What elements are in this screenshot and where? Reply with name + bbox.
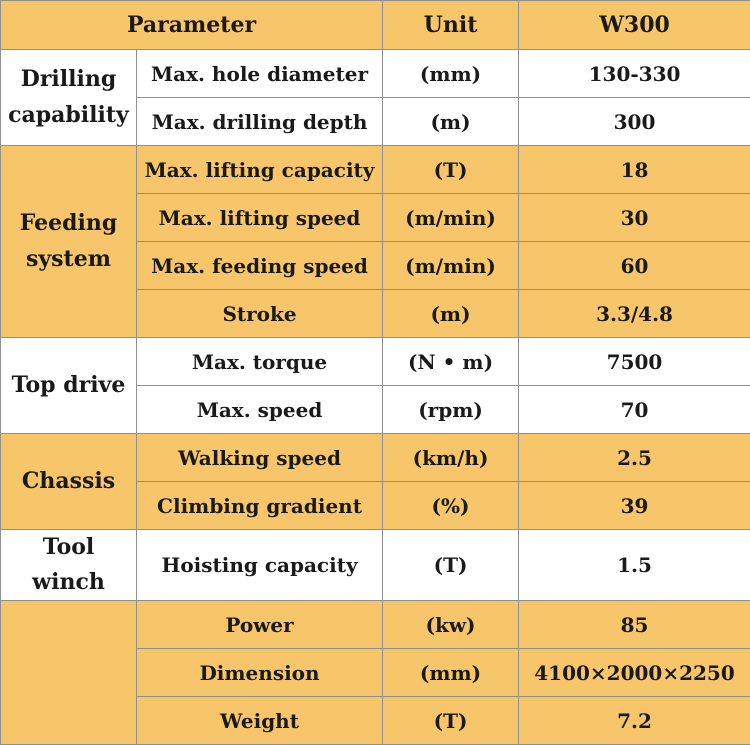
value-cell: 2.5 (519, 434, 750, 482)
value-cell: 3.3/4.8 (519, 290, 750, 338)
header-parameter: Parameter (1, 1, 383, 50)
param-cell: Max. lifting capacity (137, 146, 383, 194)
param-cell: Max. feeding speed (137, 242, 383, 290)
param-cell: Max. drilling depth (137, 98, 383, 146)
value-cell: 18 (519, 146, 750, 194)
group-label: Drilling capability (8, 66, 129, 127)
unit-cell: (N • m) (383, 338, 519, 386)
param-cell: Weight (137, 697, 383, 745)
unit-cell: (mm) (383, 649, 519, 697)
param-cell: Power (137, 601, 383, 649)
unit-cell: (kw) (383, 601, 519, 649)
group-label: Feeding system (20, 210, 118, 271)
value-cell: 60 (519, 242, 750, 290)
group-other (1, 601, 137, 745)
unit-cell: (mm) (383, 50, 519, 98)
header-model: W300 (519, 1, 750, 50)
table-row (1, 530, 750, 601)
value-cell: 4100×2000×2250 (519, 649, 750, 697)
param-cell: Dimension (137, 649, 383, 697)
value-cell: 300 (519, 98, 750, 146)
table-row (1, 338, 750, 386)
table-row (1, 601, 750, 649)
value-cell: 30 (519, 194, 750, 242)
group-top-drive: Top drive (1, 338, 137, 434)
group-tool-winch: Tool winch (1, 530, 137, 601)
value-cell: 39 (519, 482, 750, 530)
value-cell: 85 (519, 601, 750, 649)
table-row (1, 50, 750, 98)
table-header-row (1, 1, 750, 50)
unit-cell: (m) (383, 98, 519, 146)
param-cell: Max. torque (137, 338, 383, 386)
unit-cell: (T) (383, 146, 519, 194)
unit-cell: (T) (383, 530, 519, 601)
table-row (1, 146, 750, 194)
value-cell: 1.5 (519, 530, 750, 601)
group-feeding-system (1, 146, 137, 338)
group-chassis: Chassis (1, 434, 137, 530)
header-unit: Unit (383, 1, 519, 50)
table-row (1, 434, 750, 482)
param-cell: Stroke (137, 290, 383, 338)
param-cell: Climbing gradient (137, 482, 383, 530)
param-cell: Hoisting capacity (137, 530, 383, 601)
param-cell: Max. speed (137, 386, 383, 434)
param-cell: Max. hole diameter (137, 50, 383, 98)
unit-cell: (m/min) (383, 194, 519, 242)
value-cell: 7.2 (519, 697, 750, 745)
unit-cell: (T) (383, 697, 519, 745)
value-cell: 7500 (519, 338, 750, 386)
unit-cell: (%) (383, 482, 519, 530)
unit-cell: (m/min) (383, 242, 519, 290)
unit-cell: (km/h) (383, 434, 519, 482)
unit-cell: (m) (383, 290, 519, 338)
param-cell: Max. lifting speed (137, 194, 383, 242)
value-cell: 130-330 (519, 50, 750, 98)
param-cell: Walking speed (137, 434, 383, 482)
unit-cell: (rpm) (383, 386, 519, 434)
value-cell: 70 (519, 386, 750, 434)
group-drilling-capability (1, 50, 137, 146)
